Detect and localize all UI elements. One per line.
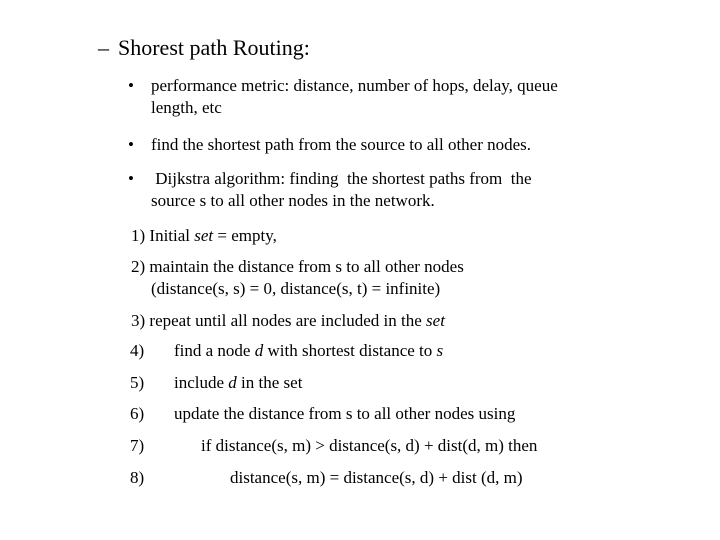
step-2-line2: (distance(s, s) = 0, distance(s, t) = infinite) xyxy=(151,279,441,298)
bullet-text xyxy=(151,168,671,212)
step-2 xyxy=(131,256,464,300)
bullet-dot: • xyxy=(128,76,134,95)
step-1-suffix: = empty, xyxy=(213,226,277,245)
step-2-line1: 2) maintain the distance from s to all other nodes xyxy=(131,257,464,276)
step-5-prefix: include xyxy=(174,373,229,392)
bullet-dot: • xyxy=(128,135,134,154)
step-body: update the distance from s to all other nodes using xyxy=(174,404,516,423)
step-3-italic: set xyxy=(426,311,445,330)
step-5-suffix: in the set xyxy=(236,373,303,392)
heading-text: Shorest path Routing: xyxy=(118,35,310,60)
step-1-italic: set xyxy=(194,226,214,245)
step-body: distance(s, m) = distance(s, d) + dist (d, m) xyxy=(230,468,523,487)
step-1 xyxy=(131,225,277,247)
step-body: if distance(s, m) > distance(s, d) + dist(d, m) then xyxy=(201,436,538,455)
step-5-italic: d xyxy=(228,373,237,392)
step-number: 4) xyxy=(130,341,145,360)
bullet-line: Dijkstra algorithm: finding the shortest paths from the xyxy=(151,169,532,188)
step-body xyxy=(174,372,302,394)
bullet-line: length, etc xyxy=(151,98,222,117)
step-number: 5) xyxy=(130,373,145,392)
bullet-dot: • xyxy=(128,169,134,188)
step-4-middle: with shortest distance to xyxy=(263,341,437,360)
bullet-line: performance metric: distance, number of hops, delay, queue xyxy=(151,76,558,95)
heading-dash: – xyxy=(98,35,109,60)
slide-heading xyxy=(98,34,310,62)
bullet-line: find the shortest path from the source to all other nodes. xyxy=(151,135,532,154)
step-4-prefix: find a node xyxy=(174,341,255,360)
step-4-italic2: s xyxy=(436,341,444,360)
step-body xyxy=(174,340,443,362)
bullet-text xyxy=(151,75,671,119)
bullet-line: source s to all other nodes in the network. xyxy=(151,191,435,210)
step-number: 6) xyxy=(130,404,145,423)
step-number: 7) xyxy=(130,436,145,455)
step-4-italic: d xyxy=(254,341,264,360)
step-number: 8) xyxy=(130,468,145,487)
step-1-prefix: 1) Initial xyxy=(131,226,195,245)
bullet-text xyxy=(151,134,671,156)
step-3 xyxy=(131,310,445,332)
step-3-prefix: 3) repeat until all nodes are included in the xyxy=(131,311,427,330)
